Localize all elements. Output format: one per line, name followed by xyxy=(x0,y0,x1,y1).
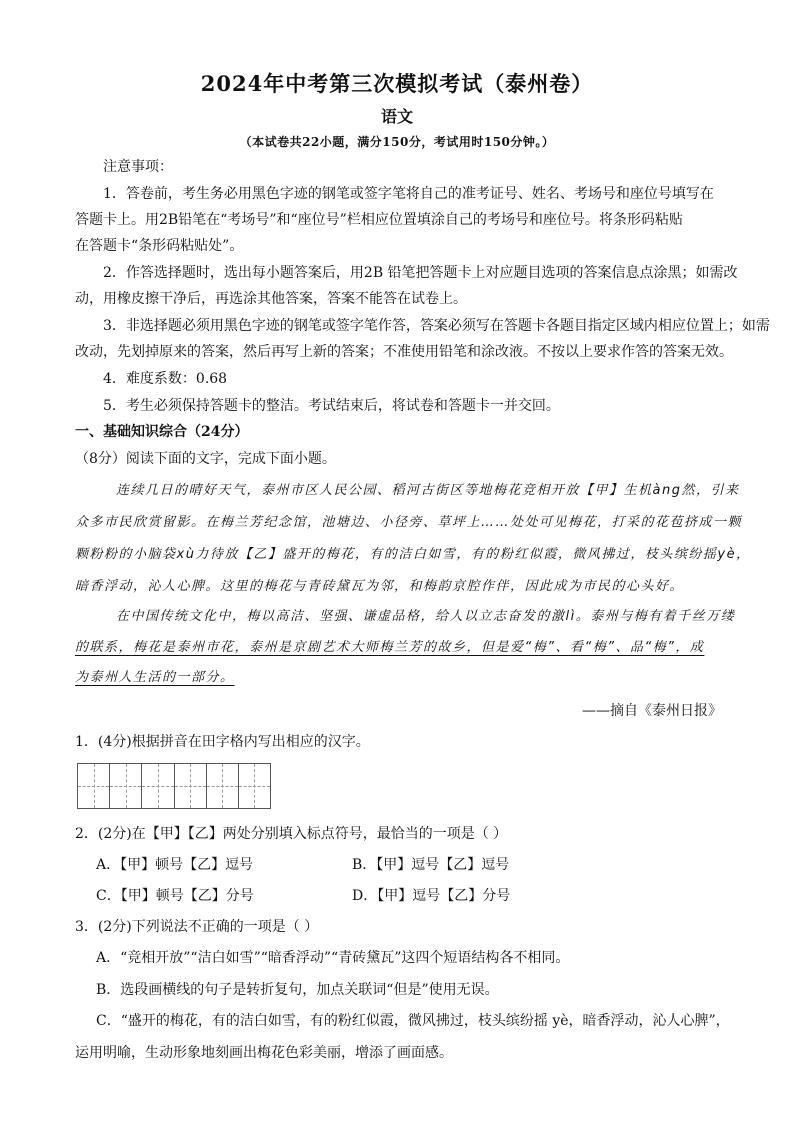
passage-line: 颗粉粉的小脑袋xù力待放【乙】盛开的梅花，有的洁白如雪，有的粉红似霞，微风拂过，枝头缤纷摇yè， xyxy=(75,547,751,562)
tianzige-cell[interactable] xyxy=(175,764,207,808)
tianzige-cell[interactable] xyxy=(110,764,142,808)
exam-title: 2024年中考第三次模拟考试（泰州卷） xyxy=(200,71,594,96)
question-1: 1．(4分)根据拼音在田字格内写出相应的汉字。 xyxy=(75,734,370,750)
subject-title: 语文 xyxy=(380,107,413,126)
section-heading: 一、基础知识综合（24分） xyxy=(75,424,249,440)
passage-line: 连续几日的晴好天气，泰州市区人民公园、稻河古街区等地梅花竞相开放【甲】生机àng然，引来 xyxy=(116,483,740,498)
reading-intro: （8分）阅读下面的文字，完成下面小题。 xyxy=(75,451,336,467)
notice-heading: 注意事项： xyxy=(103,159,173,175)
q2-option-d[interactable]: D．【甲】逗号【乙】分号 xyxy=(352,888,511,904)
notice-line: 改动，先划掉原来的答案，然后再写上新的答案；不准使用铅笔和涂改液。不按以上要求作答的答案无效。 xyxy=(75,344,733,360)
q3-option-a[interactable]: A．“竞相开放”“洁白如雪”“暗香浮动”“青砖黛瓦”这四个短语结构各不相同。 xyxy=(96,950,570,966)
q2-option-c[interactable]: C．【甲】顿号【乙】分号 xyxy=(96,888,254,904)
notice-line: 1．答卷前，考生务必用黑色字迹的钢笔或签字笔将自己的准考证号、姓名、考场号和座位号填写在 xyxy=(103,186,714,202)
passage-source: ——摘自《泰州日报》 xyxy=(582,703,722,719)
question-3: 3．(2分)下列说法不正确的一项是（ ） xyxy=(75,919,319,935)
tianzige-cell[interactable] xyxy=(142,764,174,808)
notice-line: 4．难度系数：0.68 xyxy=(103,371,228,387)
notice-line: 3．非选择题必须用黑色字迹的钢笔或签字笔作答，答案必须写在答题卡各题目指定区域内相应位置上；如需 xyxy=(103,318,770,334)
q3-option-b[interactable]: B．选段画横线的句子是转折复句，加点关联词“但是”使用无误。 xyxy=(96,982,499,998)
passage-underlined-line: 的联系，梅花是泰州市花，泰州是京剧艺术大师梅兰芳的故乡，但是爱“梅”、看“梅”、品“梅”，成 xyxy=(75,640,705,655)
exam-info: （本试卷共22小题，满分150分，考试用时150分钟。） xyxy=(239,135,555,149)
q3-option-c-continued: 运用明喻，生动形象地刻画出梅花色彩美丽，增添了画面感。 xyxy=(75,1045,453,1061)
q3-option-c[interactable]: C．“盛开的梅花，有的洁白如雪，有的粉红似霞，微风拂过，枝头缤纷摇 yè，暗香浮动，沁人心脾”， xyxy=(96,1013,730,1029)
passage-line: 在中国传统文化中，梅以高洁、坚强、谦虚品格，给人以立志奋发的激lì。泰州与梅有着千丝万缕 xyxy=(116,609,736,624)
notice-line: 答题卡上。用2B铅笔在“考场号”和“座位号”栏相应位置填涂自己的考场号和座位号。将条形码粘贴 xyxy=(75,212,683,228)
notice-line: 2．作答选择题时，选出每小题答案后，用2B 铅笔把答题卡上对应题目选项的答案信息点涂黑；如需改 xyxy=(103,265,738,281)
passage-line: 暗香浮动，沁人心脾。这里的梅花与青砖黛瓦为邻，和梅韵京腔作伴，因此成为市民的心头好。 xyxy=(75,579,685,594)
tianzige-cell[interactable] xyxy=(78,764,110,808)
notice-line: 5．考生必须保持答题卡的整洁。考试结束后，将试卷和答题卡一并交回。 xyxy=(103,398,560,414)
q2-option-a[interactable]: A．【甲】顿号【乙】逗号 xyxy=(96,857,254,873)
question-2: 2．(2分)在【甲】【乙】两处分别填入标点符号，最恰当的一项是（ ） xyxy=(75,826,508,842)
notice-line: 动，用橡皮擦干净后，再选涂其他答案，答案不能答在试卷上。 xyxy=(75,291,467,307)
notice-line: 在答题卡“条形码粘贴处”。 xyxy=(75,238,244,254)
tianzige-cell[interactable] xyxy=(239,764,270,808)
passage-underlined-line: 为泰州人生活的一部分。 xyxy=(75,670,235,685)
tianzige-grid[interactable] xyxy=(77,763,271,809)
q2-option-b[interactable]: B．【甲】逗号【乙】逗号 xyxy=(352,857,510,873)
passage-line: 众多市民欣赏留影。在梅兰芳纪念馆，池塘边、小径旁、草坪上……处处可见梅花，打采的花苞挤成一颗 xyxy=(75,515,743,530)
tianzige-cell[interactable] xyxy=(207,764,239,808)
